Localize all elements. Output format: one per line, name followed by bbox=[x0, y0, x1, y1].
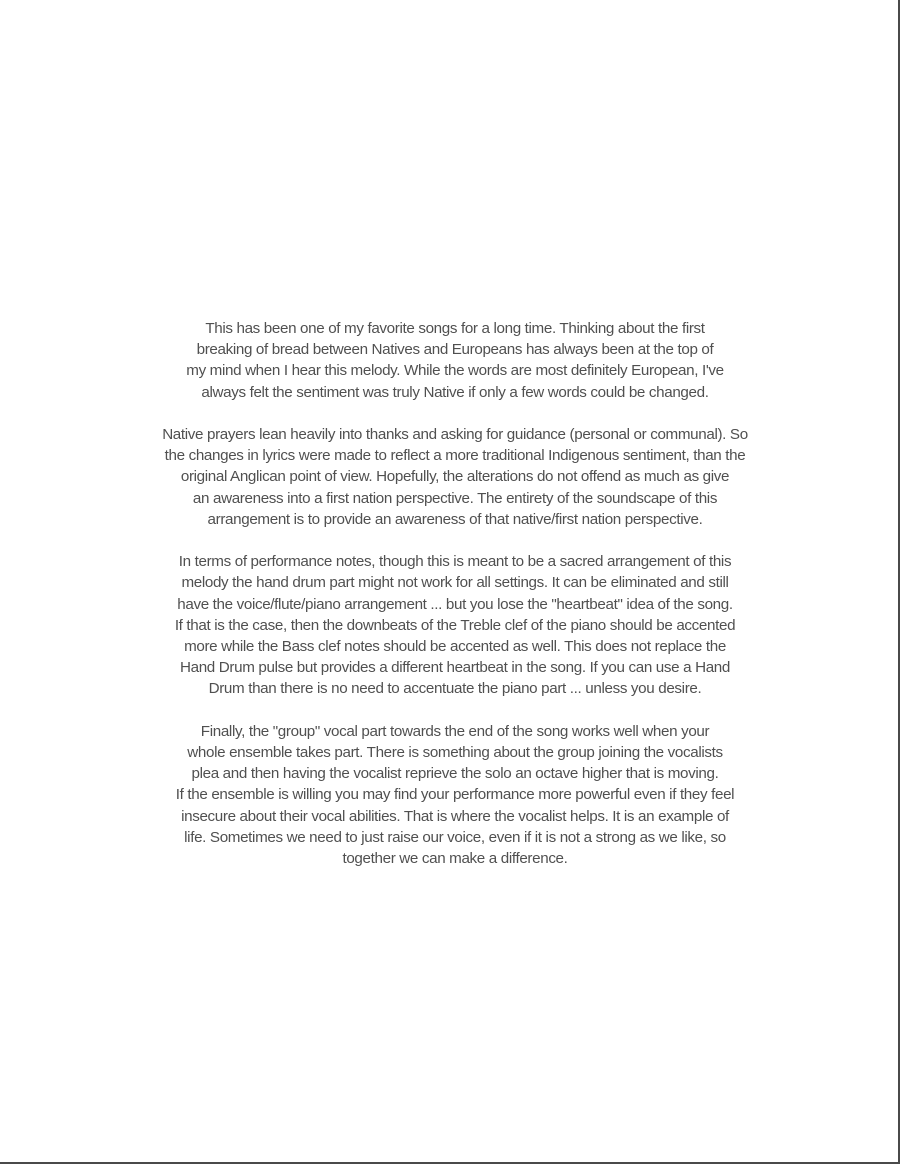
paragraph-group-vocal bbox=[110, 721, 800, 869]
text-line: have the voice/flute/piano arrangement ... but you lose the "heartbeat" idea of the song. bbox=[177, 595, 733, 613]
text-line: This has been one of my favorite songs for a long time. Thinking about the first bbox=[205, 320, 705, 337]
text-line: insecure about their vocal abilities. That is where the vocalist helps. It is an example of bbox=[181, 807, 729, 825]
text-line: breaking of bread between Natives and Europeans has always been at the top of bbox=[196, 341, 714, 359]
text-line: always felt the sentiment was truly Native if only a few words could be changed. bbox=[201, 383, 709, 401]
paragraph-intro bbox=[110, 318, 800, 403]
text-line: In terms of performance notes, though this is meant to be a sacred arrangement of this bbox=[178, 553, 732, 571]
paragraph-performance-notes bbox=[110, 551, 800, 699]
text-line: plea and then having the vocalist reprieve the solo an octave higher that is moving. bbox=[191, 765, 719, 783]
text-line: an awareness into a first nation perspective. The entirety of the soundscape of this bbox=[192, 489, 718, 507]
paragraph-lyrics-changes bbox=[110, 424, 800, 530]
text-line: melody the hand drum part might not work for all settings. It can be eliminated and still bbox=[181, 574, 729, 592]
text-line: life. Sometimes we need to just raise our voice, even if it is not a strong as we like, so bbox=[184, 828, 726, 846]
text-line: Finally, the "group" vocal part towards the end of the song works well when your bbox=[200, 722, 710, 740]
performance-notes bbox=[110, 318, 800, 869]
text-line: If the ensemble is willing you may find your performance more powerful even if they feel bbox=[175, 786, 735, 804]
text-line: together we can make a difference. bbox=[342, 850, 568, 868]
text-line: Drum than there is no need to accentuate the piano part ... unless you desire. bbox=[208, 680, 702, 698]
text-line: Hand Drum pulse but provides a different heartbeat in the song. If you can use a Hand bbox=[180, 659, 730, 677]
text-line: the changes in lyrics were made to reflect a more traditional Indigenous sentiment, than the bbox=[164, 447, 746, 465]
text-line: If that is the case, then the downbeats of the Treble clef of the piano should be accented bbox=[174, 616, 736, 634]
text-line: original Anglican point of view. Hopefully, the alterations do not offend as much as give bbox=[180, 468, 730, 486]
text-line: arrangement is to provide an awareness of that native/first nation perspective. bbox=[207, 510, 703, 528]
text-line: whole ensemble takes part. There is something about the group joining the vocalists bbox=[187, 744, 723, 762]
text-line: my mind when I hear this melody. While the words are most definitely European, I've bbox=[186, 362, 724, 380]
text-line: Native prayers lean heavily into thanks and asking for guidance (personal or communal). So bbox=[162, 426, 748, 443]
text-line: more while the Bass clef notes should be accented as well. This does not replace the bbox=[184, 638, 726, 656]
